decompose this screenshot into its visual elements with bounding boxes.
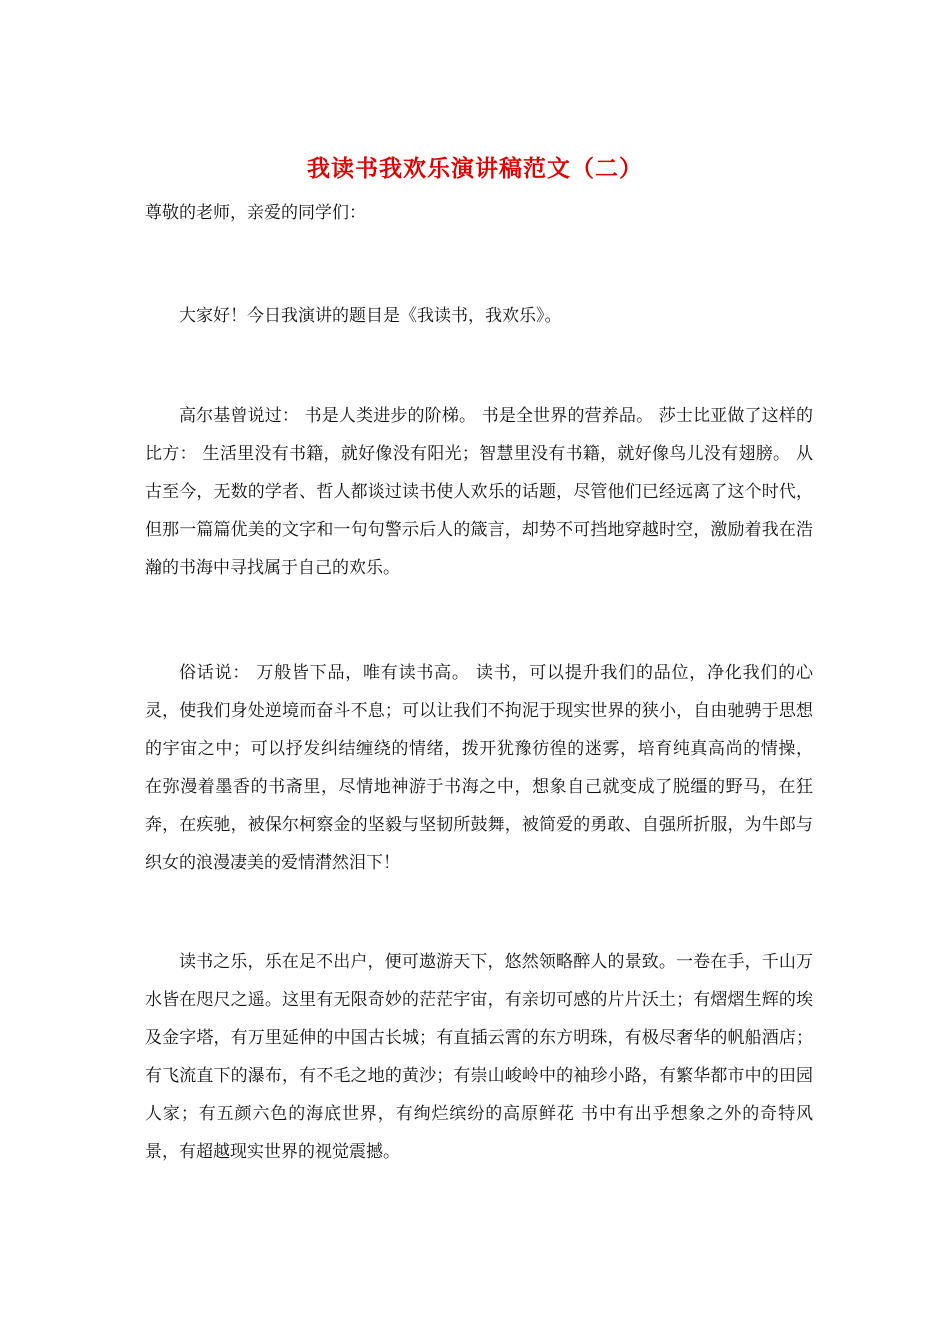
salutation: 尊敬的老师，亲爱的同学们：	[145, 203, 366, 223]
paragraph-quotes: 高尔基曾说过： 书是人类进步的阶梯。 书是全世界的营养品。 莎士比亚做了这样的比方： 生活里没有书籍，就好像没有阳光；智慧里没有书籍，就好像鸟儿没有翅膀。 从古至今，无数的学者、哲人都谈过读书使人欢乐的话题，尽管他们已经远离了这个时代，但那一篇篇优美的文字和一句句警示后人的箴言，却势不可挡地穿越时空，激励着我在浩瀚的书海中寻找属于自己的欢乐。	[145, 406, 813, 578]
paragraph-joy-of-reading: 读书之乐，乐在足不出户，便可遨游天下，悠然领略醉人的景致。一卷在手，千山万水皆在咫尺之遥。这里有无限奇妙的茫茫宇宙，有亲切可感的片片沃土；有熠熠生辉的埃及金字塔，有万里延伸的中国古长城；有直插云霄的东方明珠，有极尽奢华的帆船酒店；有飞流直下的瀑布，有不毛之地的黄沙；有崇山峻岭中的袖珍小路，有繁华都市中的田园人家；有五颜六色的海底世界，有绚烂缤纷的高原鲜花 书中有出乎想象之外的奇特风景，有超越现实世界的视觉震撼。	[145, 952, 813, 1162]
paragraph-greeting: 大家好！今日我演讲的题目是《我读书，我欢乐》。	[179, 306, 562, 326]
document-title: 我读书我欢乐演讲稿范文（二）	[307, 155, 643, 182]
paragraph-proverb: 俗话说： 万般皆下品，唯有读书高。 读书，可以提升我们的品位，净化我们的心灵，使我们身处逆境而奋斗不息；可以让我们不拘泥于现实世界的狭小，自由驰骋于思想的宇宙之中；可以抒发纠结缠绕的情绪，拨开犹豫彷徨的迷雾，培育纯真高尚的情操， 在弥漫着墨香的书斋里，尽情地神游于书海之中，想象自己就变成了脱缰的野马，在狂奔，在疾驰，被保尔柯察金的坚毅与坚韧所鼓舞，被简爱的勇敢、自强所折服，为牛郎与织女的浪漫凄美的爱情潸然泪下！	[145, 663, 813, 873]
